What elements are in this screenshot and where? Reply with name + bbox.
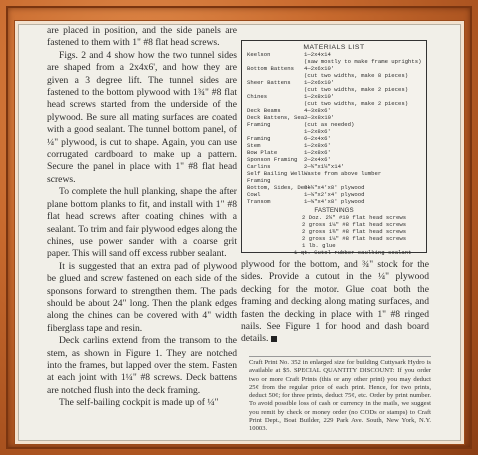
- material-name: Framing: [247, 121, 271, 128]
- materials-row: [242, 93, 426, 100]
- paragraph: [241, 259, 429, 346]
- materials-list-box: [241, 40, 427, 256]
- paragraph: Deck carlins extend from the transom to the stem, as shown in Figure 1. They are notched into the frames, but lapped over the stem. Fasten at each joint with 1¼" #8 screws. Deck battens are notched flush into the deck framing.: [47, 335, 237, 396]
- material-name: Transom: [247, 198, 271, 205]
- craft-print-note: Craft Print No. 352 in enlarged size for building Cuttysark Hydro is available at $5. SPECIAL QUANTITY DISCOUNT: If you order two or more Craft Prints (this or any other print) you may deduct 25¢ from the regular price of each print. Hence, for two prints, deduct 50¢; for three prints, deduct 75¢, etc. Order by print number. To avoid possible loss of cash or currency in the mails, we suggest you remit by check or money order (no CODs or stamps) to Craft Print Dept., Boat Builder, 229 Park Ave. South, New York, N.Y. 10003.: [249, 356, 431, 434]
- material-quantity: 1—2x8x6': [304, 128, 331, 135]
- material-quantity: 6—2x4x6': [304, 135, 331, 142]
- paragraph-text: plywood for the bottom, and ¾" stock for the sides. Provide a cutout in the ¼" plywood decking for the motor. Glue coat both the framing and decking along mating surfaces, and fasten the decking in place with 1" #8 ringed nails. See Figure 1 for hood and dash board details.: [241, 259, 429, 345]
- material-quantity: 1—2x8x10': [304, 93, 335, 100]
- material-quantity: 1—⅜"x2'x4' plywood: [304, 191, 365, 198]
- materials-row: [242, 149, 426, 156]
- fastening-item: 2 gross 1¾" #8 flat head screws: [302, 228, 407, 235]
- materials-row: [242, 86, 426, 93]
- fastenings-rows: [242, 214, 426, 256]
- material-quantity: 1—2x4x14: [304, 51, 331, 58]
- material-quantity: 2—2x4x6': [304, 156, 331, 163]
- material-name: Chines: [247, 93, 268, 100]
- material-quantity: (saw mostly to make frame uprights): [304, 58, 422, 65]
- material-name: Sheer Battens: [247, 79, 291, 86]
- material-name: Sponson Framing: [247, 156, 298, 163]
- materials-row: [242, 177, 426, 184]
- materials-row: [242, 184, 426, 191]
- materials-row: [242, 198, 426, 205]
- material-quantity: (cut two widths, make 2 pieces): [304, 86, 409, 93]
- material-name: Carlins: [247, 163, 271, 170]
- materials-row: [242, 191, 426, 198]
- fastenings-title: FASTENINGS: [314, 207, 354, 214]
- material-name: Framing: [247, 177, 271, 184]
- materials-row: [242, 142, 426, 149]
- material-quantity: Waste from above lumber: [304, 170, 382, 177]
- paragraph: are placed in position, and the side panels are fastened to them with 1" #8 flat head screws.: [47, 25, 237, 49]
- fastening-item: 2 gross 1⅛" #8 flat head screws: [302, 221, 407, 228]
- materials-row: [242, 128, 426, 135]
- left-text-column: [47, 25, 237, 410]
- material-quantity: (cut two widths, make 2 pieces): [304, 100, 409, 107]
- material-quantity: 4—2x6x10': [304, 65, 335, 72]
- fastening-item: 2 gross 1⅛" #8 flat head screws: [302, 235, 407, 242]
- paragraph: The self-bailing cockpit is made up of ¼": [59, 397, 219, 409]
- fastening-item: 1 lb. glue: [302, 242, 336, 249]
- materials-row: [242, 72, 426, 79]
- paragraph: To complete the hull planking, shape the after plane bottom planks to fit, and install with 1" #8 flat head screws after coating chines with a sealant. To trim and fair plywood edges along the chines, use power sander with a coarse grit paper. This will sand off excess rubber sealant.: [47, 186, 237, 260]
- right-text-column: [241, 259, 429, 346]
- materials-row: [242, 107, 426, 114]
- magazine-page: [18, 24, 461, 441]
- material-quantity: (cut as needed): [304, 121, 355, 128]
- materials-row: [242, 135, 426, 142]
- fastening-item: 1 qt. Cutol rubber caulking sealant: [294, 249, 412, 256]
- materials-row: [242, 65, 426, 72]
- end-mark-icon: [271, 336, 277, 342]
- materials-row: [242, 100, 426, 107]
- material-quantity: 4—3x8x6': [304, 107, 331, 114]
- material-name: Deck Beams: [247, 107, 281, 114]
- material-name: Bottom, Sides, Deck: [247, 184, 311, 191]
- materials-row: [242, 114, 426, 121]
- materials-list-title: MATERIALS LIST: [303, 44, 365, 51]
- material-quantity: 8—¼"x4'x8' plywood: [304, 184, 365, 191]
- materials-row: [242, 51, 426, 58]
- fastening-item: 2 Doz. 2¼" #10 flat head screws: [302, 214, 407, 221]
- materials-row: [242, 79, 426, 86]
- material-name: Stem: [247, 142, 261, 149]
- material-name: Bow Plate: [247, 149, 278, 156]
- materials-row: [242, 163, 426, 170]
- paragraph: It is suggested that an extra pad of plywood be glued and screw fastened on each side of the sponsons forward to strengthen them. The pads should be about 24" long. Then the plank edges along the chines can be covered with 4" width fiberglass tape and resin.: [47, 260, 237, 334]
- material-quantity: (cut two widths, make 8 pieces): [304, 72, 409, 79]
- paragraph: Figs. 2 and 4 show how the two tunnel sides are shaped from a 2x4x6', and how they are given a 3 degree lift. The tunnel sides are fastened to the bottom plywood with 1¾" #8 flat head screws started from the underside of the plywood. Be sure all mating surfaces are coated with a good sealant. The tunnel bottom panel, of ¼" plywood, is cut to shape. Again, you can use corrugated cardboard to make up a pattern. Secure the panel in place with 1" #8 flat head screws.: [47, 49, 237, 185]
- material-name: Self Bailing Well: [247, 170, 305, 177]
- material-name: Framing: [247, 135, 271, 142]
- material-quantity: 2—¾"x1¼"x14': [304, 163, 345, 170]
- material-quantity: 1—2x6x10': [304, 79, 335, 86]
- material-quantity: 1—2x8x6': [304, 142, 331, 149]
- materials-row: [242, 58, 426, 65]
- materials-row: [242, 156, 426, 163]
- material-name: Cowl: [247, 191, 261, 198]
- materials-rows: [242, 51, 426, 205]
- materials-row: [242, 121, 426, 128]
- material-name: Bottom Battens: [247, 65, 294, 72]
- material-quantity: 1—⅝"x4'x8' plywood: [304, 198, 365, 205]
- material-name: Keelson: [247, 51, 271, 58]
- material-quantity: 1—2x8x6': [304, 149, 331, 156]
- material-name: Deck Battens, Sea2—3x8x10': [247, 114, 335, 121]
- materials-row: [242, 170, 426, 177]
